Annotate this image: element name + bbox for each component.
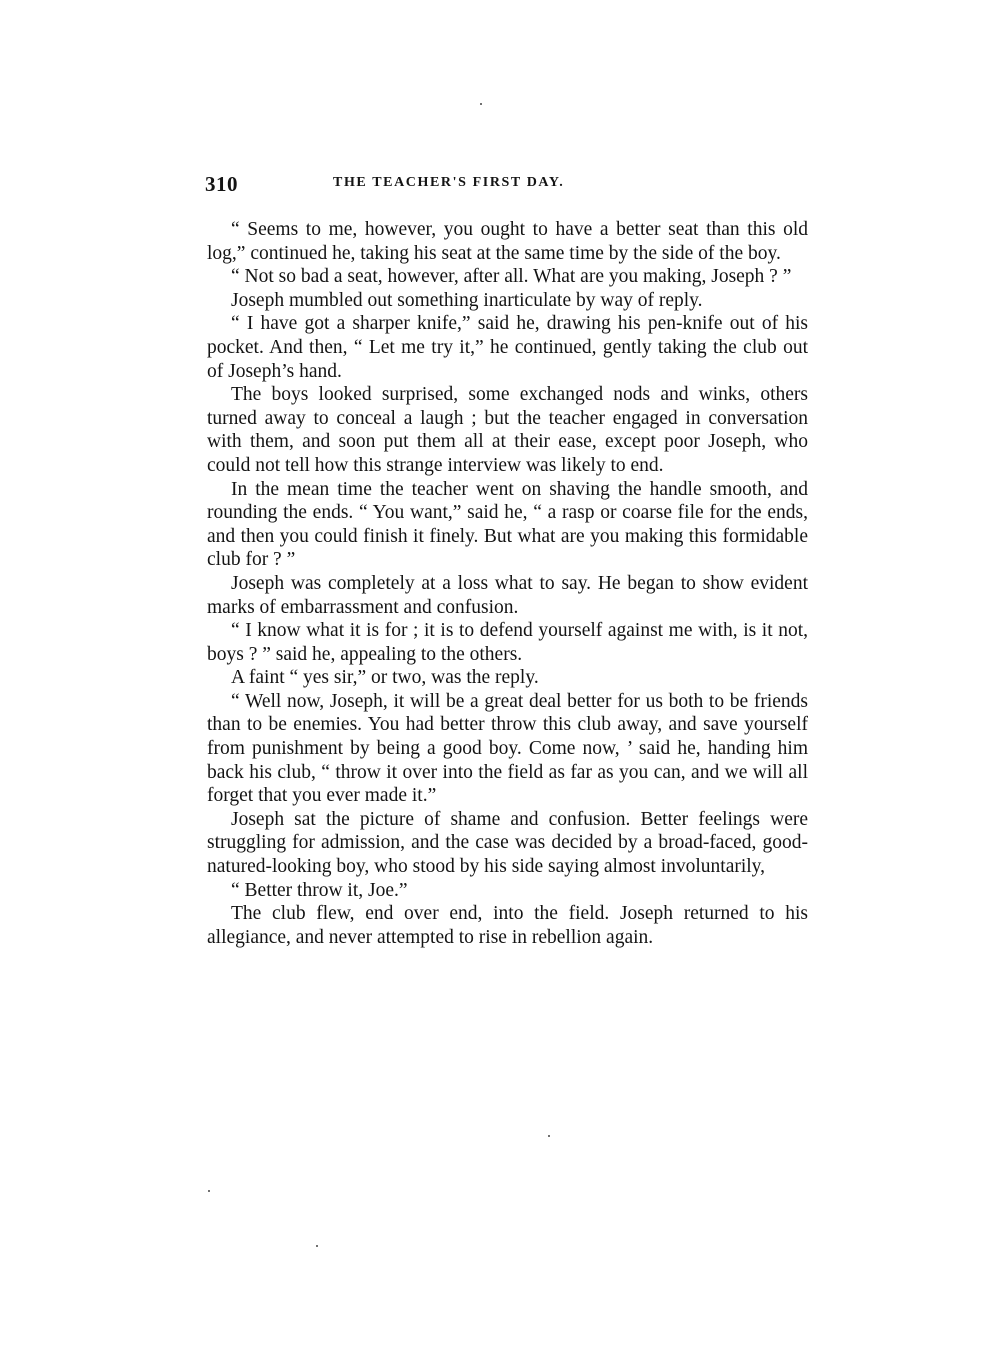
paragraph: “ Better throw it, Joe.”: [231, 879, 408, 901]
page-header: [205, 172, 810, 198]
paragraph: A faint “ yes sir,” or two, was the reply.: [231, 667, 539, 689]
paragraph: Joseph sat the picture of shame and confusion. Better feelings were struggling for admission, and the case was decided by a broad-faced, good-natured-looking boy, who stood by his side saying almost involuntarily,: [207, 808, 808, 878]
page-number: 310: [205, 172, 238, 196]
print-speck: [548, 1135, 550, 1137]
paragraph: Joseph mumbled out something inarticulate by way of reply.: [231, 289, 703, 311]
paragraph: In the mean time the teacher went on shaving the handle smooth, and rounding the ends. “ You want,” said he, “ a rasp or coarse file for the ends, and then you could finish it finely. But what are you making this formidable club for ? ”: [207, 478, 808, 571]
print-speck: [480, 103, 482, 105]
paragraph: “ I know what it is for ; it is to defend yourself against me with, is it not, boys ? ” said he, appealing to the others.: [207, 620, 808, 665]
paragraph: “ I have got a sharper knife,” said he, drawing his pen-knife out of his pocket. And then, “ Let me try it,” he continued, gently taking the club out of Joseph’s hand.: [207, 313, 808, 382]
print-speck: [208, 1190, 210, 1192]
paragraph: The club flew, end over end, into the field. Joseph returned to his allegiance, and never attempted to rise in rebellion again.: [207, 903, 808, 948]
paragraph: “ Seems to me, however, you ought to have a better seat than this old log,” continued he, taking his seat at the same time by the side of the boy.: [207, 219, 808, 264]
body-text: [207, 218, 808, 949]
paragraph: The boys looked surprised, some exchanged nods and winks, others turned away to conceal a laugh ; but the teacher engaged in conversation with them, and soon put them all at their ease, except poor Joseph, who could not tell how this strange interview was likely to end.: [207, 384, 808, 476]
paragraph: “ Well now, Joseph, it will be a great deal better for us both to be friends than to be enemies. You had better throw this club away, and save yourself from punishment by being a good boy. Come now, ’ said he, handing him back his club, “ throw it over into the field as far as you can, and we will all forget that you ever made it.”: [207, 690, 808, 807]
print-speck: [316, 1245, 318, 1247]
running-head: THE TEACHER'S FIRST DAY.: [333, 175, 565, 190]
paragraph: “ Not so bad a seat, however, after all. What are you making, Joseph ? ”: [231, 266, 792, 288]
paragraph: Joseph was completely at a loss what to say. He began to show evident marks of embarrassment and confusion.: [207, 572, 808, 618]
